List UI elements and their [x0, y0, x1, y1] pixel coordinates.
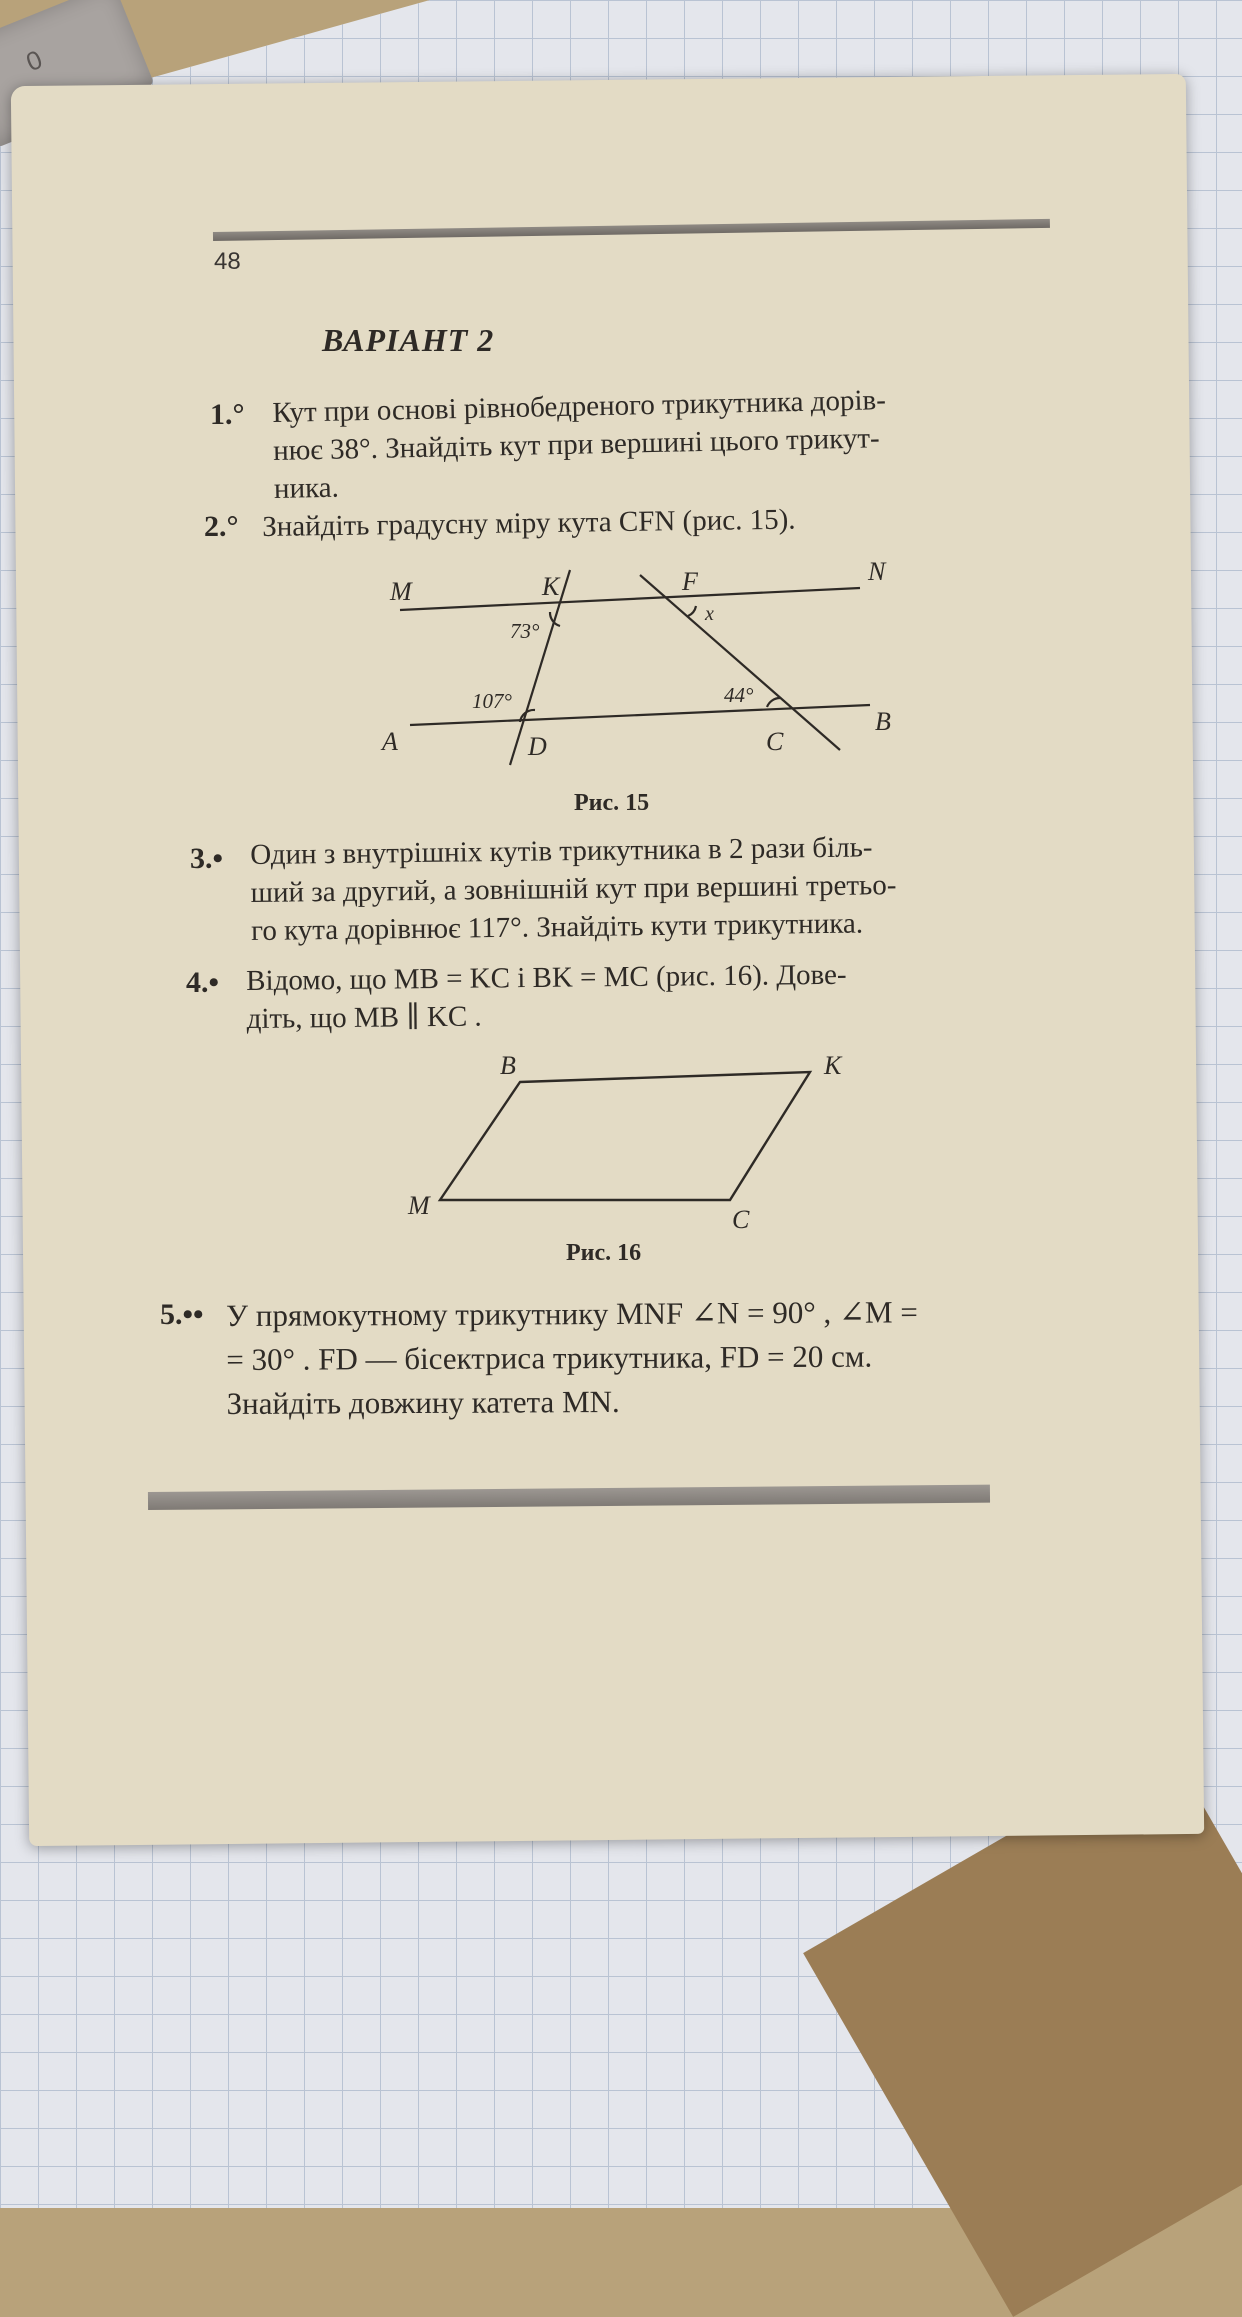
label-k: K: [824, 1051, 842, 1080]
angle-arc-c: [767, 698, 780, 707]
task-5-line-3: Знайдіть довжину катета MN.: [226, 1383, 620, 1421]
task-5-line-2: = 30° . FD — бісектриса трикутника, FD = 20 см.: [226, 1338, 873, 1377]
page-number: 48: [214, 248, 241, 275]
figure-15: [370, 550, 910, 790]
task-4-line-2: діть, що MB ∥ KC .: [246, 1000, 482, 1035]
header-rule: [213, 219, 1050, 241]
task-5-number: 5.••: [160, 1298, 204, 1331]
label-c: C: [732, 1205, 750, 1230]
label-d: D: [528, 732, 547, 761]
task-5: [226, 1289, 1127, 1426]
figure-15-caption: Рис. 15: [574, 790, 650, 816]
figure-16-caption: Рис. 16: [566, 1240, 642, 1266]
variant-title: ВАРІАНТ 2: [322, 322, 495, 358]
task-1-line-2: нює 38°. Знайдіть кут при вершині цього трикут-: [272, 422, 880, 467]
label-m: M: [390, 577, 412, 606]
task-1-number: 1.°: [210, 398, 245, 431]
label-n: N: [868, 557, 886, 586]
task-3-line-1: Один з внутрішніх кутів трикутника в 2 рази біль-: [250, 831, 873, 871]
label-b: B: [875, 707, 891, 736]
task-3-number: 3.•: [190, 842, 224, 875]
parallelogram-mbkc: [440, 1072, 810, 1200]
task-5-line-1: У прямокутному трикутнику MNF ∠N = 90° , ∠M =: [226, 1294, 918, 1333]
angle-107: 107°: [472, 689, 512, 713]
line-fc: [640, 575, 840, 750]
label-m: M: [408, 1191, 430, 1220]
task-3-line-2: ший за другий, а зовнішній кут при вершині третьо-: [250, 869, 897, 909]
angle-arc-f: [688, 606, 696, 616]
footer-rule: [148, 1485, 990, 1510]
task-2-line-1: Знайдіть градусну міру кута CFN (рис. 15).: [262, 503, 796, 543]
line-mn: [400, 588, 860, 610]
task-4-number: 4.•: [186, 966, 220, 999]
label-f: F: [682, 567, 698, 596]
figure-16: [400, 1050, 880, 1230]
label-c: C: [766, 727, 784, 756]
label-a: A: [382, 727, 398, 756]
label-b: B: [500, 1051, 516, 1080]
task-1: [272, 376, 1154, 508]
task-1-line-3: ника.: [273, 471, 340, 505]
task-3: [250, 825, 1131, 950]
label-x: x: [705, 603, 714, 625]
label-k: K: [542, 572, 560, 601]
task-2-number: 2.°: [204, 510, 239, 543]
angle-73: 73°: [510, 619, 540, 643]
task-4: [246, 953, 1127, 1038]
task-3-line-3: го кута дорівнює 117°. Знайдіть кути трикутника.: [250, 907, 864, 947]
task-4-line-1: Відомо, що MB = KC і BK = MC (рис. 16). Дове-: [246, 958, 847, 997]
ruler-mark: 0: [21, 43, 47, 78]
task-1-line-1: Кут при основі рівнобедреного трикутника дорів-: [272, 384, 887, 429]
angle-44: 44°: [724, 683, 754, 707]
